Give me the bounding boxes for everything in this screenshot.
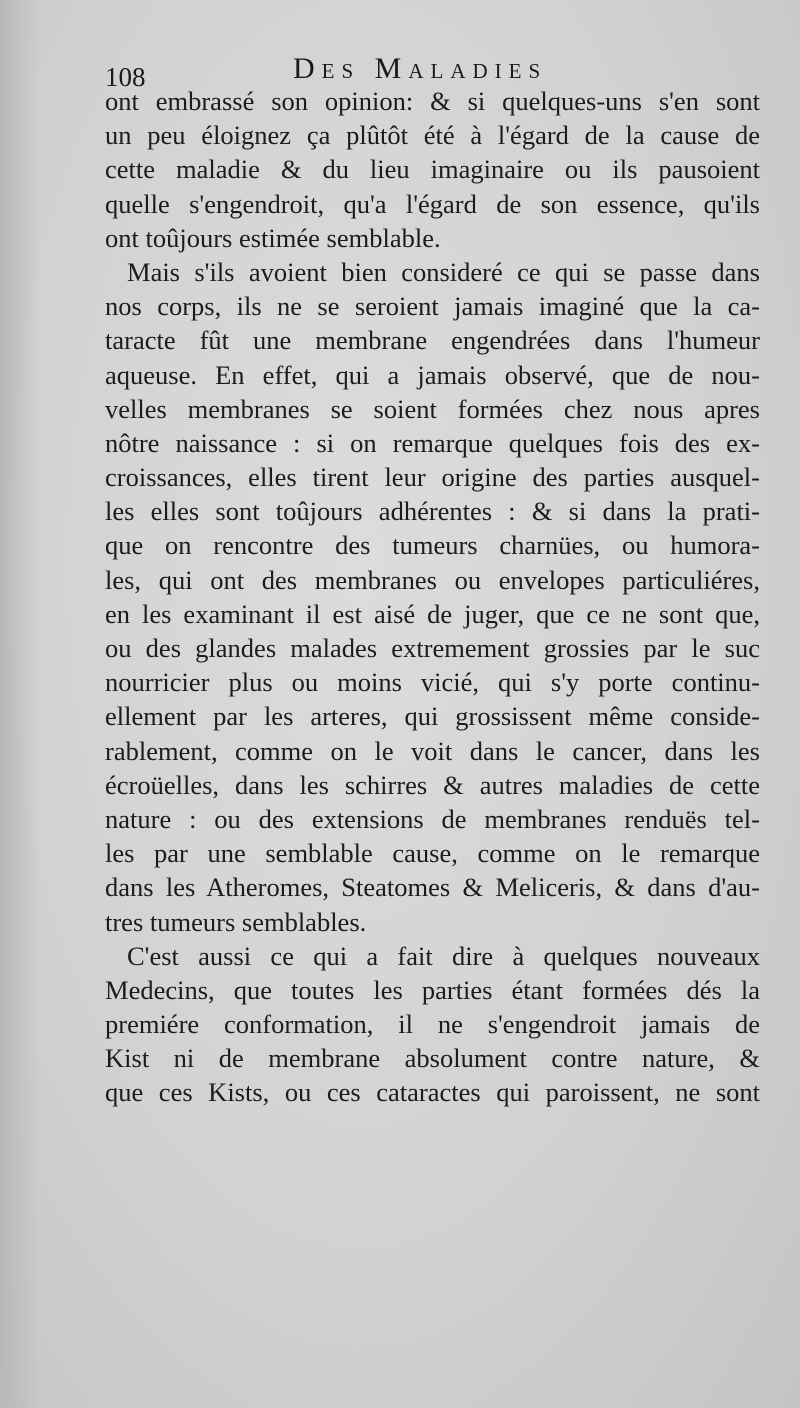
text-line: en les examinant il est aisé de juger, que ce ne sont que, (105, 598, 760, 629)
text-line: les, qui ont des membranes ou envelopes particuliéres, (105, 564, 760, 595)
text-line: ont embrassé son opinion: & si quelques-uns s'en sont (105, 86, 760, 116)
text-line: premiére conformation, il ne s'engendroit jamais de (105, 1009, 760, 1040)
text-line: que ces Kists, ou ces cataractes qui paroissent, ne sont (105, 1077, 760, 1108)
text-line: velles membranes se soient formées chez nous apres (105, 393, 760, 424)
text-line: nature : ou des extensions de membranes renduës tel- (105, 803, 760, 834)
text-line: nos corps, ils ne se seroient jamais imaginé que la ca- (105, 291, 760, 322)
text-line: tres tumeurs semblables. (105, 906, 367, 937)
text-line: un peu éloignez ça plûtôt été à l'égard de la cause de (105, 120, 760, 151)
text-line: C'est aussi ce qui a fait dire à quelques nouveaux (127, 940, 760, 971)
text-line: ou des glandes malades extremement grossies par le suc (105, 633, 760, 663)
text-line: les par une semblable cause, comme on le remarque (105, 838, 760, 869)
text-line: taracte fût une membrane engendrées dans l'humeur (105, 325, 760, 356)
body-text (105, 84, 760, 1110)
text-line: aqueuse. En effet, qui a jamais observé, que de nou- (105, 359, 760, 390)
text-line: quelle s'engendroit, qu'a l'égard de son essence, qu'ils (105, 188, 760, 219)
text-line: Mais s'ils avoient bien consideré ce qui se passe dans (127, 256, 760, 287)
text-line: nôtre naissance : si on remarque quelques fois des ex- (105, 427, 760, 458)
gutter-shadow (0, 0, 40, 1408)
running-title: Des Maladies (293, 52, 548, 85)
text-line: croissances, elles tirent leur origine des parties ausquel- (105, 462, 760, 493)
text-line: Kist ni de membrane absolument contre nature, & (105, 1043, 760, 1074)
text-line: ont toûjours estimée semblable. (105, 222, 441, 253)
text-line: que on rencontre des tumeurs charnües, ou humora- (105, 530, 760, 561)
text-line: écroüelles, dans les schirres & autres maladies de cette (105, 769, 760, 800)
text-line: nourricier plus ou moins vicié, qui s'y porte continu- (105, 667, 760, 698)
page-number: 108 (105, 62, 146, 92)
text-line: les elles sont toûjours adhérentes : & si dans la prati- (105, 496, 760, 527)
text-line: ellement par les arteres, qui grossissent même conside- (105, 701, 760, 732)
text-line: dans les Atheromes, Steatomes & Meliceris, & dans d'au- (105, 872, 760, 903)
text-line: Medecins, que toutes les parties étant formées dés la (105, 974, 760, 1005)
text-line: rablement, comme on le voit dans le cancer, dans les (105, 735, 760, 766)
text-line: cette maladie & du lieu imaginaire ou ils pausoient (105, 154, 760, 185)
